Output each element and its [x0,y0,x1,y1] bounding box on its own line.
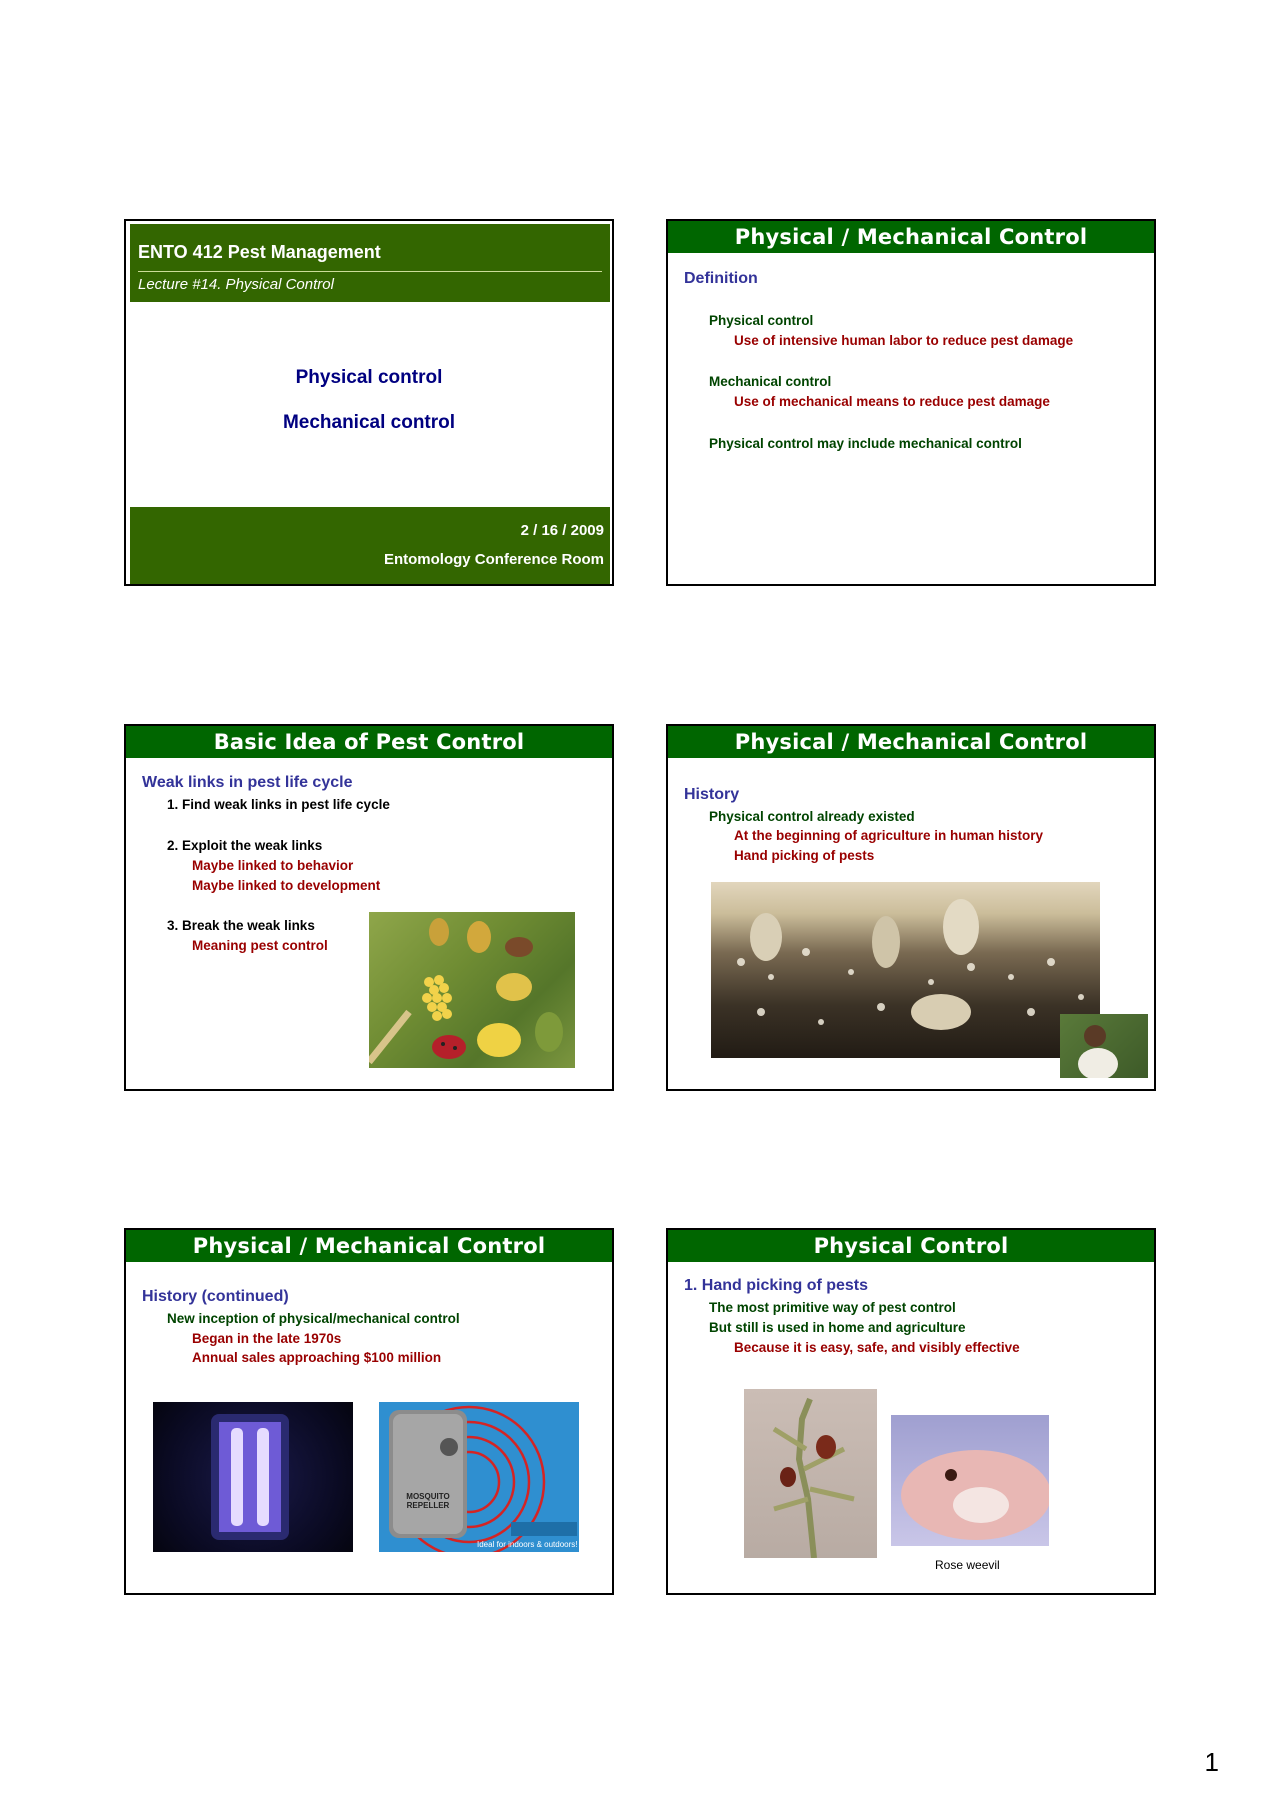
section-heading: Weak links in pest life cycle [142,774,353,791]
slide-title-bar: Basic Idea of Pest Control [126,726,612,758]
lecture-title: Lecture #14. Physical Control [138,276,334,293]
section-heading: History (continued) [142,1288,289,1305]
slide-history-continued [124,1228,614,1595]
step-subitem: Maybe linked to behavior [192,858,354,873]
weevil-on-finger-photo [891,1415,1049,1546]
title-footer-band [130,507,610,584]
page-number: 1 [1204,1747,1219,1777]
course-title: ENTO 412 Pest Management [138,242,381,262]
step-item: 1. Find weak links in pest life cycle [167,797,390,812]
slide-definition [666,219,1156,586]
device-label: MOSQUITO REPELLER [406,1492,450,1510]
step-subitem: Maybe linked to development [192,878,381,893]
history-subline: Began in the late 1970s [192,1331,342,1346]
section-heading: Definition [684,270,758,287]
bug-zapper-photo [153,1402,353,1552]
slide-hand-picking [666,1228,1156,1595]
definition-text: Use of intensive human labor to reduce pest damage [734,333,1074,348]
definition-term: Physical control [709,313,814,328]
slide-basic-idea [124,724,614,1091]
section-heading: History [684,786,740,803]
slide-title-bar: Physical / Mechanical Control [668,221,1154,253]
slide-history [666,724,1156,1091]
lecture-date: 2 / 16 / 2009 [520,522,604,539]
hand-picking-photo [1060,1014,1148,1078]
history-line: Physical control already existed [709,809,915,824]
section-heading: 1. Hand picking of pests [684,1277,869,1294]
cotton-field-photo [711,882,1100,1058]
step-subitem: Meaning pest control [192,938,328,953]
photo-caption: Rose weevil [935,1558,1000,1572]
definition-term: Mechanical control [709,374,832,389]
title-header-band [130,224,610,302]
slide-title-bar: Physical / Mechanical Control [126,1230,612,1262]
weevil-on-plant-photo [744,1389,877,1558]
insect-lifecycle-photo [369,912,575,1068]
method-line: The most primitive way of pest control [709,1300,956,1315]
header-divider [138,271,602,272]
history-subline: Annual sales approaching $100 million [192,1350,442,1365]
slide-title-bar: Physical Control [668,1230,1154,1262]
history-subline: Hand picking of pests [734,848,875,863]
history-line: New inception of physical/mechanical control [167,1311,460,1326]
topic-physical: Physical control [295,367,443,388]
lecture-room: Entomology Conference Room [383,551,604,568]
device-caption: Ideal for indoors & outdoors! [477,1540,578,1549]
definition-note: Physical control may include mechanical control [709,436,1022,451]
step-item: 3. Break the weak links [167,918,315,933]
mosquito-repeller-photo [379,1402,579,1552]
slide-title [124,219,614,586]
step-item: 2. Exploit the weak links [167,838,323,853]
method-line: But still is used in home and agriculture [709,1320,966,1335]
history-subline: At the beginning of agriculture in human history [734,828,1044,843]
method-subline: Because it is easy, safe, and visibly effective [734,1340,1020,1355]
topic-mechanical: Mechanical control [282,412,456,433]
slide-title-bar: Physical / Mechanical Control [668,726,1154,758]
definition-text: Use of mechanical means to reduce pest damage [734,394,1050,409]
